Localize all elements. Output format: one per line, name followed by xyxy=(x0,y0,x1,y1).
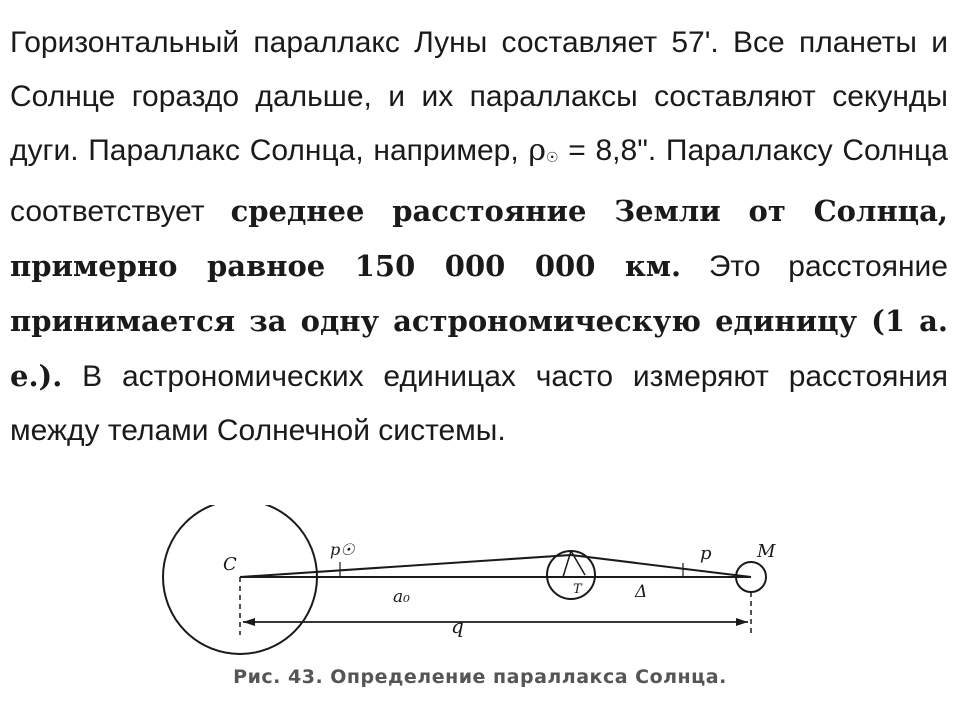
q-label: q xyxy=(451,614,464,638)
bold-segment-2: принимается за одну астрономическую единицу (1 а. е.). xyxy=(10,304,948,393)
sun-earth-line xyxy=(240,555,571,577)
sun-label: C xyxy=(223,554,237,575)
bold-segment-1: среднее расстояние Земли от Солнца, примерно равное 150 000 000 км. xyxy=(10,194,948,283)
earth-circle xyxy=(547,551,595,599)
p-sun-label: p☉ xyxy=(330,540,355,559)
sun-symbol: ☉ xyxy=(546,149,559,165)
p-moon-label: p xyxy=(700,543,712,564)
text-segment-3: Это расстояние xyxy=(681,250,948,283)
rho-symbol: ρ xyxy=(528,133,546,168)
paragraph xyxy=(10,16,948,458)
q-arrow-left-head xyxy=(243,618,255,626)
text-segment-1: Горизонтальный параллакс Луны составляет 57'. Все планеты и Солнце гораздо дальше, и их параллаксы составляют секунды дуги. Параллакс Солнца, например, xyxy=(10,26,948,167)
figure-caption: Рис. 43. Определение параллакса Солнца. xyxy=(233,666,727,688)
earth-label: T xyxy=(573,582,582,597)
delta-label: Δ xyxy=(635,582,648,602)
text-segment-4: В астрономических единицах часто измеряют расстояния между телами Солнечной системы. xyxy=(10,360,948,447)
parallax-diagram xyxy=(155,505,785,660)
a0-label: a₀ xyxy=(393,587,410,607)
moon-label: M xyxy=(757,541,776,562)
earth-moon-line xyxy=(571,555,751,577)
q-arrow-right-head xyxy=(736,618,748,626)
text-segment-2: = 8,8". Параллаксу Солнца соответствует xyxy=(10,134,948,228)
